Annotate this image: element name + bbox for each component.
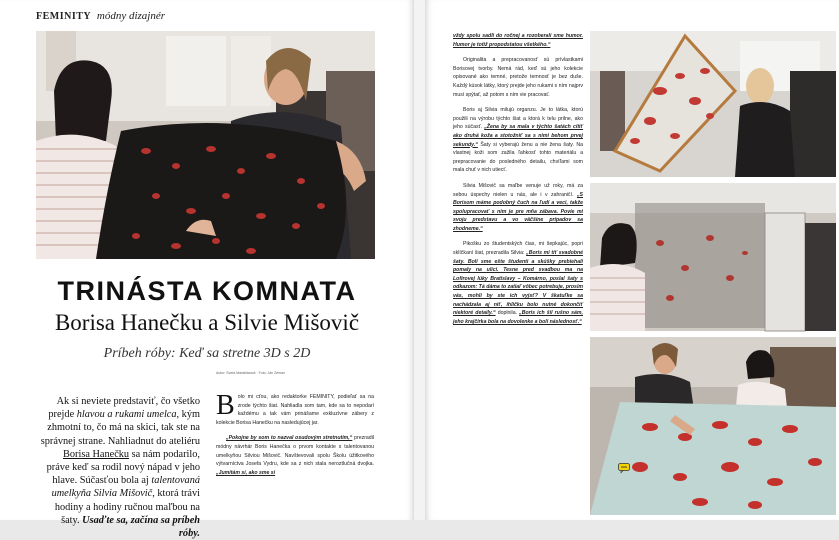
body-text: Silvia Mišovič sa maľbe venuje už roky, má za sebou úspechy nielen u nás, ale i v zahraničí. — [453, 182, 583, 198]
intro-text: sa nám podarilo, práve keď sa rodil nový nápad v jeho hlave. Súčasťou bola aj — [46, 448, 200, 487]
quote: vždy spolu sadli do ročnej a rozoberali sme humor. Humor je totiž propodstatou všetkého.“ — [453, 33, 583, 48]
speech-bubble-icon[interactable] — [618, 463, 630, 473]
quote: „Jumitám si, ako sme si — [216, 469, 276, 476]
byline: Autor: Sveta Maratidaová · Foto: Ján Zeman — [216, 371, 286, 375]
body-text: Šaty si vyberajú ženu a nie žena šaty. Na vlastnej koži som zažila ľahkosť tohto materiálu a prepracovanie do posledného detailu, chvíľami som mala chuť v nich utiecť. — [453, 141, 583, 174]
body-text: Boris aj Silvia milujú organzu. Je to látka, ktorú použili na výrobu týchto šiat a ktorá k telu prilne, ako jeho súčasť. — [453, 107, 583, 131]
quote: „Pokojne by som to nazval osudovým stretnutím,“ — [226, 435, 353, 442]
page-header — [36, 10, 165, 22]
section-name: módny dizajnér — [96, 10, 166, 22]
intro-highlight: hlavou a rukami umelca — [76, 409, 177, 421]
body-column-2 — [453, 32, 583, 490]
body-text: Pikošku zo študentských čias, mi šepkajúc, popri sklíčkaní šiat, prezradila Silvia: — [453, 241, 583, 257]
article-title: TRINÁSTA KOMNATA — [57, 276, 357, 306]
intro-text: , ktorá trávi hodiny a hodiny ručnou maľbou na šaty. — [54, 488, 200, 526]
intro-text: Ak si neviete predstaviť, čo všetko prejde — [48, 396, 200, 421]
right-page — [425, 0, 839, 520]
brand-name: FEMINITY — [36, 11, 92, 22]
photo-1 — [590, 31, 836, 177]
main-photo — [36, 31, 375, 259]
intro-text: , kým zhmotní to, čo má na skici, tak ste na správnej strane. Nahliadnut do ateliéru — [40, 409, 200, 447]
body-text: doplnila. — [495, 310, 520, 317]
quote: „Žena by sa mala v týchto šatách cítiť ako druhá koža a stotožniť sa s nimi behom prvej sekundy.“ — [453, 124, 583, 148]
body-text: olo mi cťou, ako redaktorke FEMINITY, podieľať sa na zrode týchto šiat. Nahliadla som tam, kde sa to nepodarí každému a tak vám prinášame exkluzívne zábery z kolekcie Borisa Hanečku na nasledujúcej jar. — [216, 394, 374, 426]
photo-2 — [590, 183, 836, 331]
intro-closing: Usaďte sa, začína sa príbeh róby. — [82, 514, 200, 540]
drop-cap: B — [216, 390, 235, 421]
spine — [414, 0, 425, 520]
quote: „Boris ich šil rušno sám, jeho krajčírka bola na dovolenke a bolí následnosť.“ — [453, 310, 583, 325]
intro-paragraph — [38, 395, 200, 540]
left-page — [0, 0, 414, 540]
article-subtitle: Borisa Hanečku a Silvie Mišovič — [54, 310, 360, 335]
intro-name: Borisa Hanečku — [63, 448, 130, 460]
intro-highlight: talentovaná umelkyňa Silvia Mišovič — [51, 475, 200, 500]
article-lede: Príbeh róby: Keď sa stretne 3D s 2D — [103, 346, 311, 361]
body-text: Originalita a prepracovanosť sú prívlastkami Borisovej tvorby. Nemá rád, keď sú jeho kolekcie opisované ako temné, pretože temnosť je bez duše. Každý kúsok látky, ktorý prejde jeho rukami s ním najprv musí spýtať, až potom s ním vie pracovať. — [453, 57, 583, 98]
quote: „Boris mi tiť svadobné šaty. Boli sme ešte študenti a skúšky prebiehali pomaly na ulici. Tesne pred svadbou ma na Lofirovej lúky Bratislavy – Komárno, poslal šaty s odkazom: Tá dáma to zatiaľ vôbec potrebuje, prosím vás, mohli by ste ich vyjsť? V škatuľke sa nachádzala aj niť, ihličku bolo nutné dokončiť niektoré detaily.“ — [453, 250, 584, 317]
quote: „S Borisom máme podobný čuch na ľudí a veci, takže spolupracovať s ním je pre mňa zábava. Povie mi svoju predstavu a vo väčšine prípadov sa zhodneme.“ — [453, 191, 583, 232]
photo-3 — [590, 337, 836, 515]
body-column-1 — [216, 390, 374, 515]
body-text: prezradil módny návrhár Boris Hanečka o prvom kontakte s talentovanou umelkyňou Silviou Mišovič. Navštevovali spolu Školu úžitkového výtvarníctva Josefa Vydru, kde sa z nich stala neroztlučná dvojka. — [216, 435, 374, 468]
